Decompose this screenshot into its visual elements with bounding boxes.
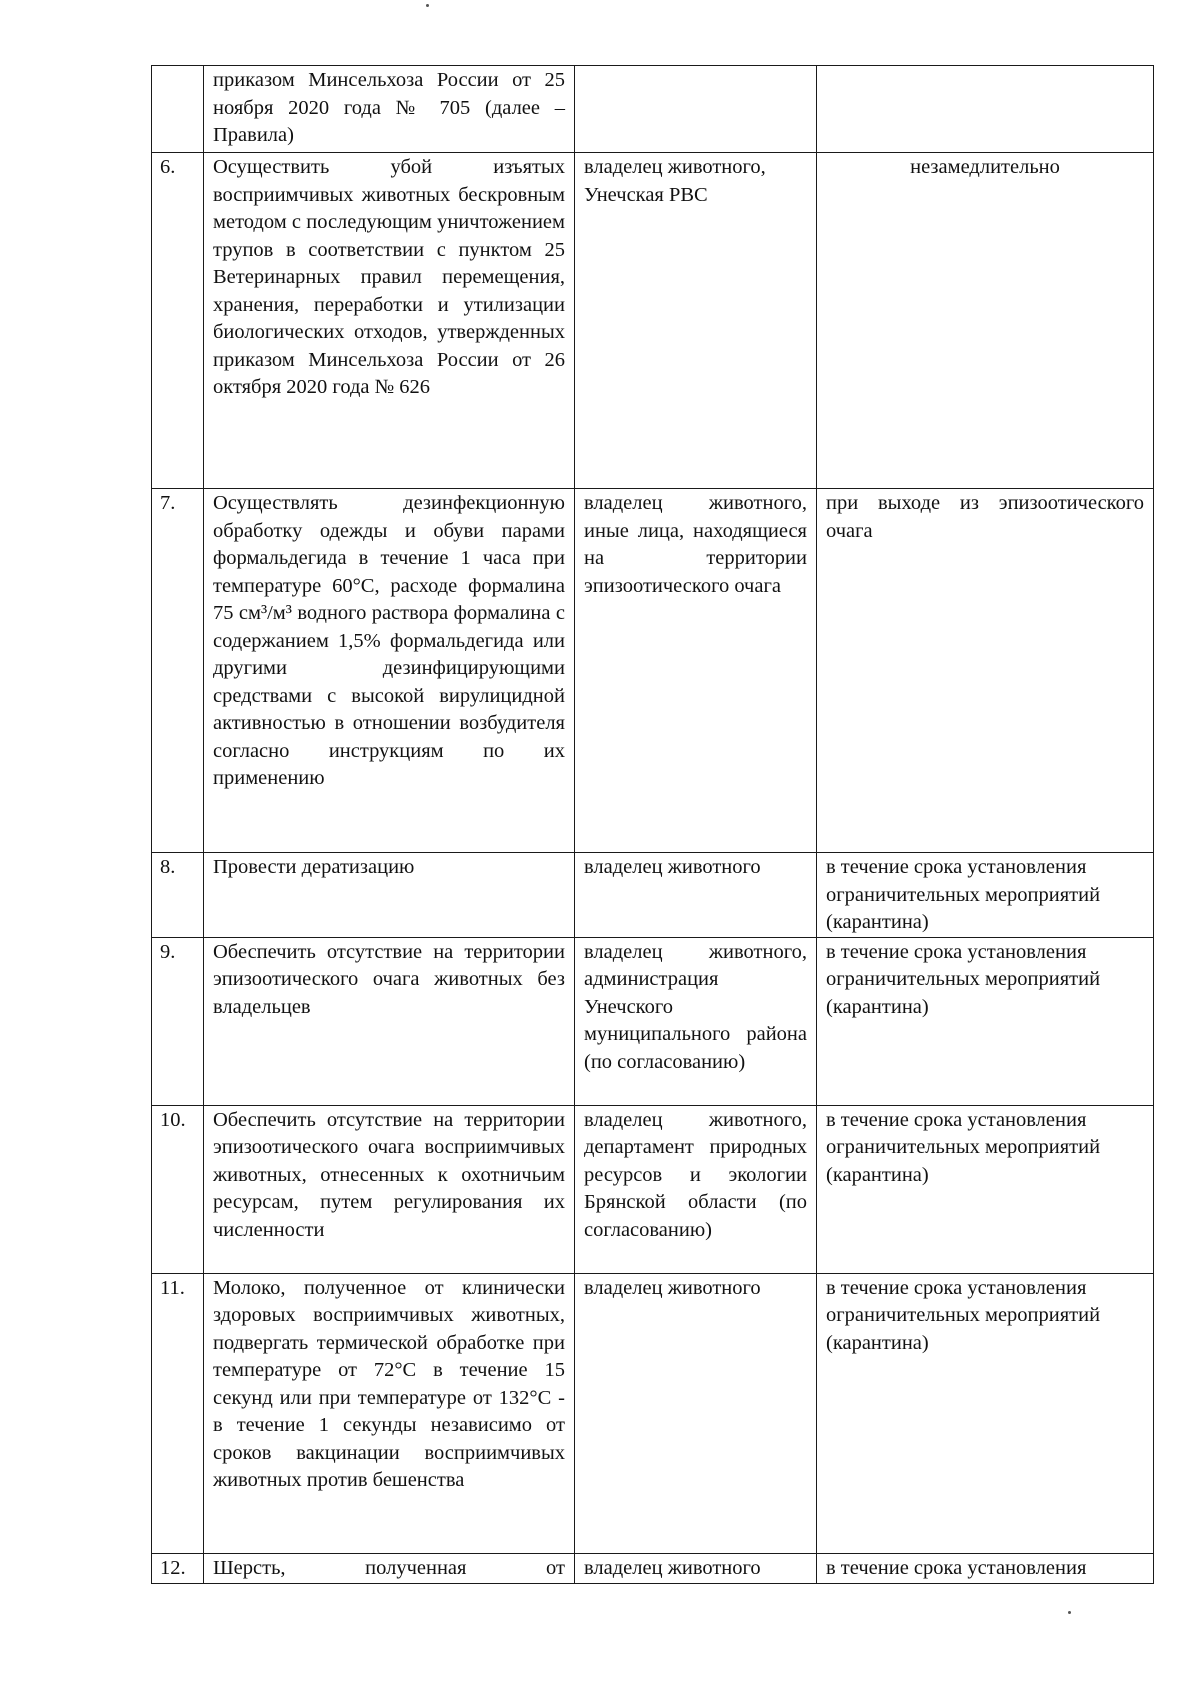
- deadline-cell: в течение срока установления ограничительных мероприятий (карантина): [817, 1273, 1154, 1553]
- table-row: [152, 1105, 1154, 1273]
- row-number: 11.: [152, 1273, 204, 1553]
- deadline-cell: в течение срока установления ограничительных мероприятий (карантина): [817, 937, 1154, 1105]
- deadline-cell: [817, 66, 1154, 153]
- row-number: [152, 66, 204, 153]
- table-row: [152, 153, 1154, 489]
- executor-cell: владелец животного, Унечская РВС: [575, 153, 817, 489]
- scan-artifact-top: [426, 4, 429, 7]
- deadline-cell: в течение срока установления: [817, 1553, 1154, 1583]
- executor-cell: владелец животного: [575, 1273, 817, 1553]
- measure-cell: [204, 1553, 575, 1583]
- measures-table: [151, 65, 1154, 1584]
- deadline-cell: незамедлительно: [817, 153, 1154, 489]
- measure-cell: приказом Минсельхоза России от 25 ноября 2020 года № 705 (далее – Правила): [204, 66, 575, 153]
- measure-cell: Осуществить убой изъятых восприимчивых животных бескровным методом с последующим уничтожением трупов в соответствии с пунктом 25 Ветеринарных правил перемещения, хранения, переработки и утилизации биологических отходов, утвержденных приказом Минсельхоза России от 26 октября 2020 года № 626: [204, 153, 575, 489]
- scan-artifact-bottom: [1068, 1611, 1071, 1614]
- executor-cell: владелец животного, департамент природных ресурсов и экологии Брянской области (по согласованию): [575, 1105, 817, 1273]
- row-number: 7.: [152, 489, 204, 853]
- deadline-cell: в течение срока установления ограничительных мероприятий (карантина): [817, 1105, 1154, 1273]
- executor-cell: [575, 66, 817, 153]
- measure-cell: Обеспечить отсутствие на территории эпизоотического очага животных без владельцев: [204, 937, 575, 1105]
- table-row: [152, 489, 1154, 853]
- table-row: [152, 1553, 1154, 1583]
- measure-cell: Провести дератизацию: [204, 853, 575, 938]
- table-row: [152, 853, 1154, 938]
- row-number: 6.: [152, 153, 204, 489]
- row-number: 10.: [152, 1105, 204, 1273]
- table-row: [152, 937, 1154, 1105]
- executor-cell: владелец животного, иные лица, находящиеся на территории эпизоотического очага: [575, 489, 817, 853]
- measure-cell: Обеспечить отсутствие на территории эпизоотического очага восприимчивых животных, отнесенных к охотничьим ресурсам, путем регулирования их численности: [204, 1105, 575, 1273]
- measure-text: Шерсть, полученная от: [213, 1556, 565, 1579]
- executor-cell: владелец животного: [575, 1553, 817, 1583]
- deadline-cell: в течение срока установления ограничительных мероприятий (карантина): [817, 853, 1154, 938]
- table-row: [152, 1273, 1154, 1553]
- row-number: 8.: [152, 853, 204, 938]
- executor-cell: владелец животного: [575, 853, 817, 938]
- measure-cell: Осуществлять дезинфекционную обработку одежды и обуви парами формальдегида в течение 1 часа при температуре 60°С, расходе формалина 75 см³/м³ водного раствора формалина с содержанием 1,5% формальдегида или другими дезинфицирующими средствами с высокой вирулицидной активностью в отношении возбудителя согласно инструкциям по их применению: [204, 489, 575, 853]
- row-number: 9.: [152, 937, 204, 1105]
- measure-cell: Молоко, полученное от клинически здоровых восприимчивых животных, подвергать термической обработке при температуре от 72°С в течение 15 секунд или при температуре от 132°С - в течение 1 секунды независимо от сроков вакцинации восприимчивых животных против бешенства: [204, 1273, 575, 1553]
- deadline-cell: при выходе из эпизоотического очага: [817, 489, 1154, 853]
- executor-cell: владелец животного, администрация Унечского муниципального района (по согласованию): [575, 937, 817, 1105]
- row-number: 12.: [152, 1553, 204, 1583]
- table-row: [152, 66, 1154, 153]
